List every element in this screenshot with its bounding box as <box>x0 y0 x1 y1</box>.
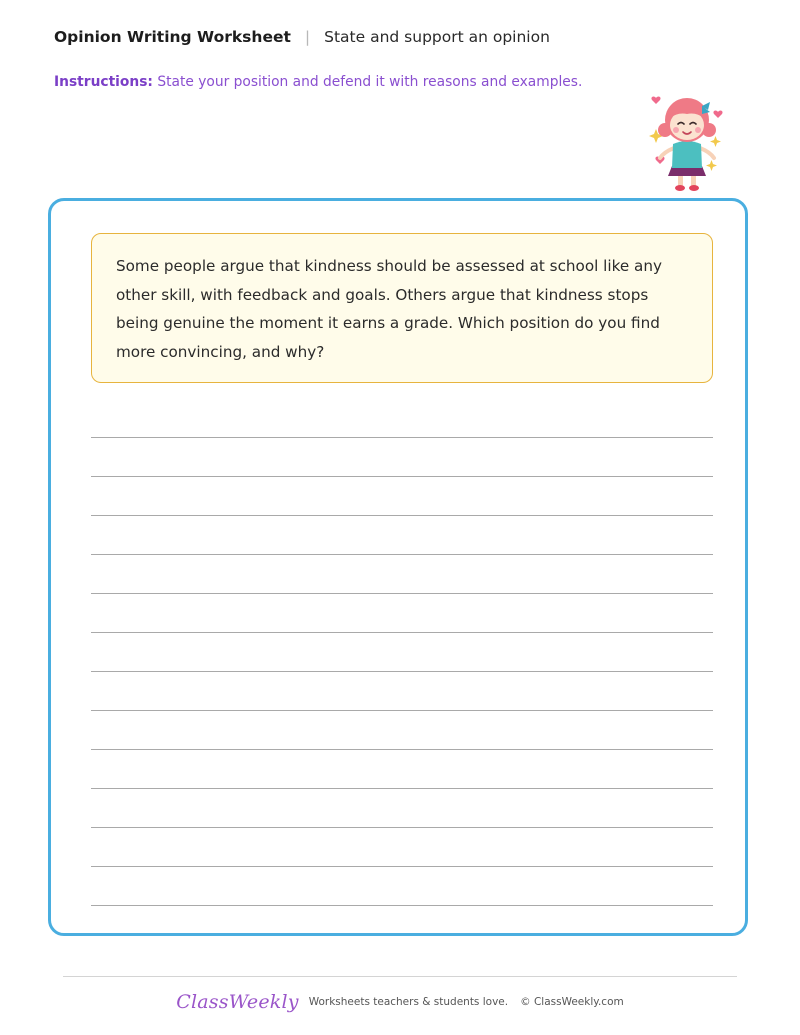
writing-line[interactable] <box>91 515 713 516</box>
page-footer <box>0 988 800 1016</box>
prompt-box <box>91 233 713 383</box>
footer-divider <box>63 976 737 977</box>
writing-line[interactable] <box>91 710 713 711</box>
page-header <box>54 26 550 48</box>
writing-line[interactable] <box>91 554 713 555</box>
girl-mascot-icon <box>646 84 728 194</box>
writing-line[interactable] <box>91 905 713 906</box>
writing-line[interactable] <box>91 866 713 867</box>
footer-copyright: © ClassWeekly.com <box>520 996 624 1008</box>
worksheet-title: Opinion Writing Worksheet <box>54 28 291 46</box>
writing-line[interactable] <box>91 671 713 672</box>
worksheet-subtitle: State and support an opinion <box>324 28 550 46</box>
instructions-label: Instructions: <box>54 74 153 90</box>
writing-line[interactable] <box>91 476 713 477</box>
header-separator: | <box>304 28 311 46</box>
writing-line[interactable] <box>91 437 713 438</box>
writing-line[interactable] <box>91 593 713 594</box>
prompt-text: Some people argue that kindness should be assessed at school like any other skill, with feedback and goals. Others argue that kindness stops being genuine the moment it earns a grade. Which position do you find more convincing, and why? <box>116 257 662 361</box>
writing-line[interactable] <box>91 788 713 789</box>
writing-line[interactable] <box>91 827 713 828</box>
footer-tagline: Worksheets teachers & students love. <box>308 996 509 1008</box>
brand-logo: ClassWeekly <box>176 991 299 1013</box>
instructions-text: State your position and defend it with reasons and examples. <box>157 74 583 90</box>
instructions <box>54 74 582 90</box>
writing-card <box>48 198 748 936</box>
writing-line[interactable] <box>91 632 713 633</box>
writing-line[interactable] <box>91 749 713 750</box>
